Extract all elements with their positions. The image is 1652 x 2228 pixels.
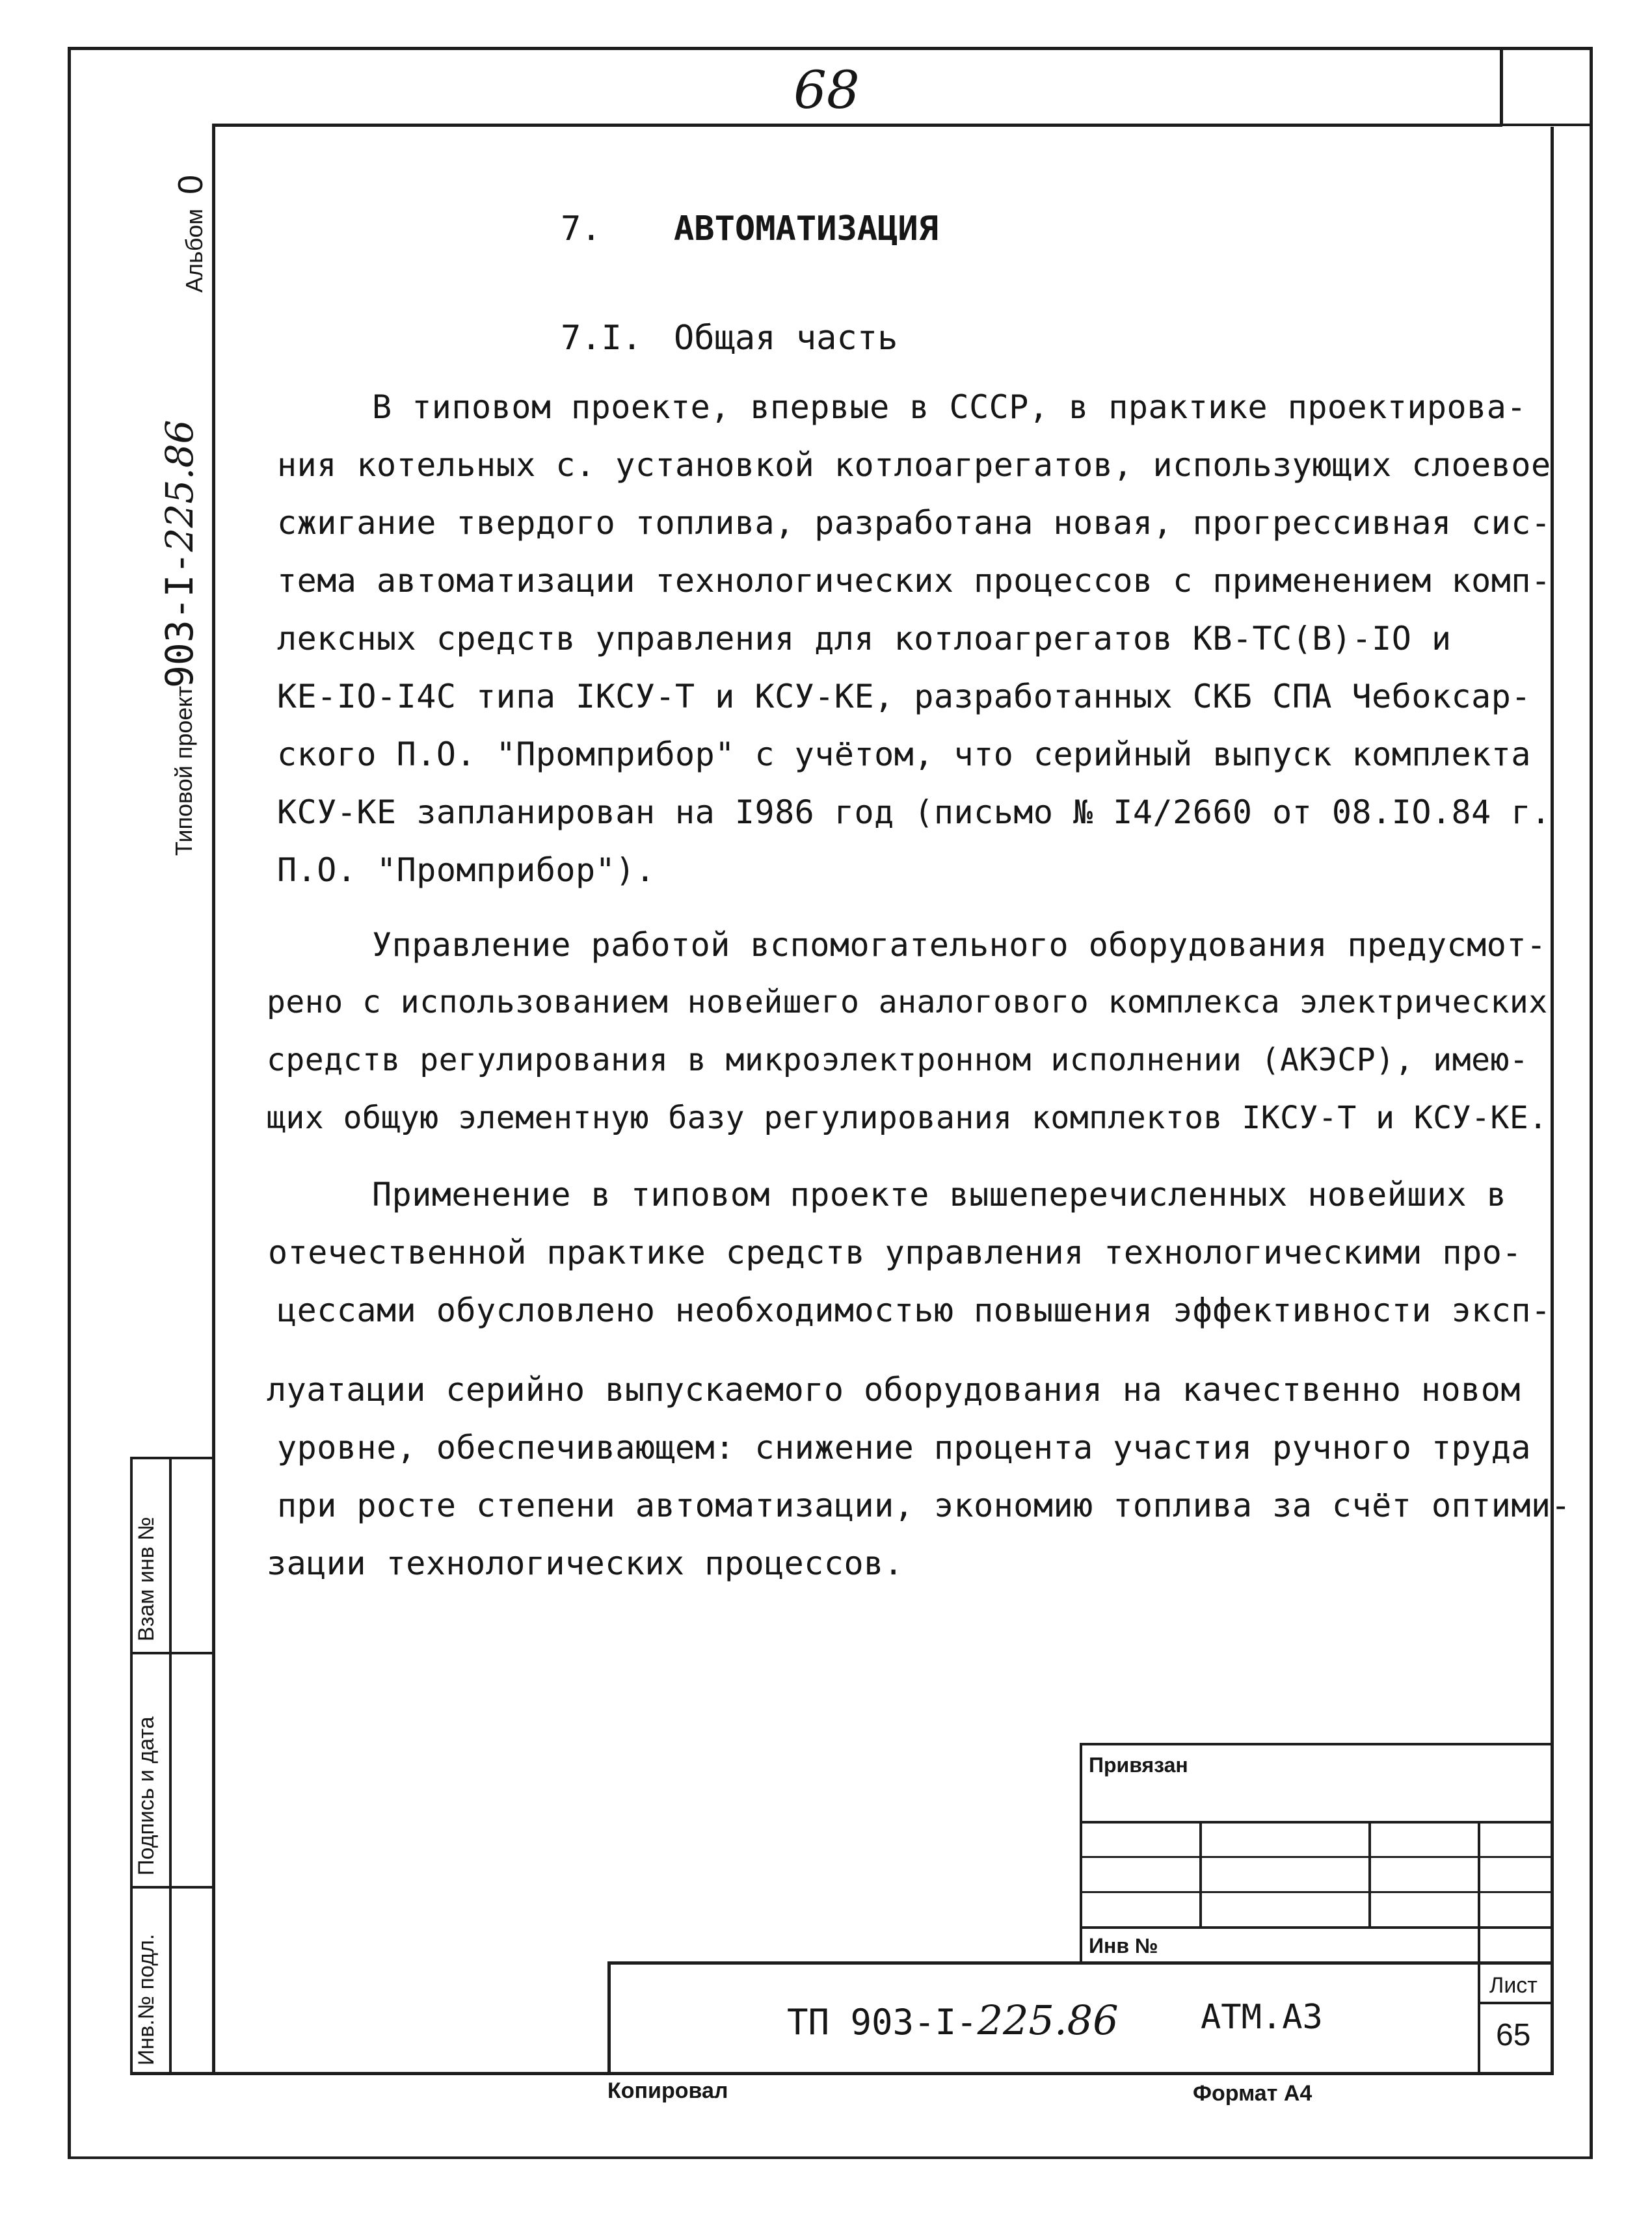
text-line: КЕ-IO-I4C типа IКСУ-Т и КСУ-КЕ, разработанных СКБ СПА Чебоксар-: [277, 678, 1531, 715]
format-label: Формат А4: [1193, 2081, 1312, 2106]
attached-grid-h1: [1080, 1821, 1554, 1824]
sheet-number: 65: [1496, 2018, 1531, 2052]
stamp-main-top: [607, 1961, 1554, 1965]
text-line: лексных средств управления для котлоагрегатов КВ-ТС(В)-IO и: [277, 620, 1452, 657]
section-title: АВТОМАТИЗАЦИЯ: [674, 209, 939, 248]
corner-box-bottom: [1500, 124, 1592, 126]
text-line: уровне, обеспечивающем: снижение процента участия ручного труда: [277, 1429, 1531, 1466]
inner-frame-left: [212, 124, 215, 2075]
outer-frame-left: [68, 47, 71, 2159]
attached-grid-h4: [1080, 1926, 1554, 1929]
stamp-inv-original: Инв.№ подл.: [134, 1933, 159, 2065]
inner-frame-bottom: [130, 2072, 1554, 2075]
text-line: КСУ-КЕ запланирован на I986 год (письмо № I4/2660 от 08.IO.84 г.: [277, 793, 1551, 831]
text-line: тема автоматизации технологических процессов с применением комп-: [277, 562, 1551, 600]
subsection-heading: [561, 319, 898, 358]
album-number: 0: [171, 174, 210, 194]
attached-grid-h3: [1080, 1891, 1554, 1893]
project-number: 903-I-225.86: [157, 419, 202, 688]
stamp-divider-line: [169, 1457, 172, 2075]
outer-frame-top: [68, 47, 1592, 50]
text-line: ния котельных с. установкой котлоагрегатов, использующих слоевое: [277, 446, 1551, 484]
stamp-left-line: [130, 1457, 133, 2075]
inner-frame-top: [212, 124, 1502, 127]
text-line: при росте степени автоматизации, экономию топлива за счёт оптими-: [277, 1487, 1571, 1524]
document-code: ТП 903-I-225.86: [787, 1996, 1119, 2044]
sheet-label: Лист: [1489, 1973, 1538, 1998]
text-line: рено с использованием новейшего аналогового комплекса электрических: [267, 984, 1548, 1020]
text-line: сжигание твердого топлива, разработана новая, прогрессивная сис-: [277, 504, 1551, 542]
sheet-cell-left: [1478, 1961, 1480, 2075]
attached-label: Привязан: [1089, 1753, 1188, 1777]
attached-box-top: [1080, 1743, 1554, 1745]
inner-frame-right: [1551, 127, 1554, 2075]
subsection-number: 7.I.: [561, 319, 643, 358]
attached-grid-v2: [1368, 1821, 1371, 1929]
stamp-main-left: [607, 1961, 611, 2075]
project-label: Типовой проект: [170, 685, 197, 856]
attached-grid-v1: [1199, 1821, 1202, 1929]
inv-no-label: Инв №: [1089, 1934, 1158, 1957]
document-mark: АТМ.А3: [1201, 1998, 1323, 2037]
text-line: луатации серийно выпускаемого оборудования на качественно новом: [267, 1371, 1521, 1409]
stamp-signature-date: Подпись и дата: [134, 1716, 159, 1876]
text-line: В типовом проекте, впервые в СССР, в практике проектирова-: [372, 388, 1526, 426]
stamp-replaces-inv: Взам инв №: [134, 1517, 159, 1641]
text-line: П.О. "Промприбор").: [277, 851, 656, 889]
attached-box-left: [1080, 1743, 1082, 1964]
stamp-row-line-1: [130, 1652, 212, 1654]
subsection-title: Общая часть: [674, 319, 898, 358]
outer-frame-bottom: [68, 2156, 1592, 2159]
stamp-row-line-2: [130, 1886, 212, 1889]
sheet-cell-divider: [1478, 2002, 1554, 2004]
outer-frame-right: [1590, 47, 1593, 2159]
album-label: Альбом 0: [171, 174, 210, 293]
corner-box-left: [1500, 47, 1503, 126]
text-line: средств регулирования в микроэлектронном исполнении (АКЭСР), имею-: [267, 1042, 1529, 1078]
text-line: зации технологических процессов.: [267, 1545, 904, 1582]
handwritten-page-number: 68: [793, 60, 860, 120]
text-line: щих общую элементную базу регулирования комплектов IКСУ-Т и КСУ-КЕ.: [267, 1100, 1548, 1136]
attached-grid-v3: [1478, 1821, 1480, 1964]
attached-grid-h2: [1080, 1856, 1554, 1858]
section-heading: [561, 209, 939, 248]
text-line: ского П.О. "Промприбор" с учётом, что серийный выпуск комплекта: [277, 736, 1531, 773]
text-line: Управление работой вспомогательного оборудования предусмот-: [372, 926, 1547, 964]
text-line: Применение в типовом проекте вышеперечисленных новейших в: [372, 1176, 1507, 1213]
text-line: отечественной практике средств управления технологическими про-: [268, 1234, 1522, 1271]
copied-by-label: Копировал: [607, 2078, 728, 2103]
text-line: цессами обусловлено необходимостью повышения эффективности эксп-: [277, 1292, 1551, 1329]
section-number: 7.: [561, 209, 602, 248]
